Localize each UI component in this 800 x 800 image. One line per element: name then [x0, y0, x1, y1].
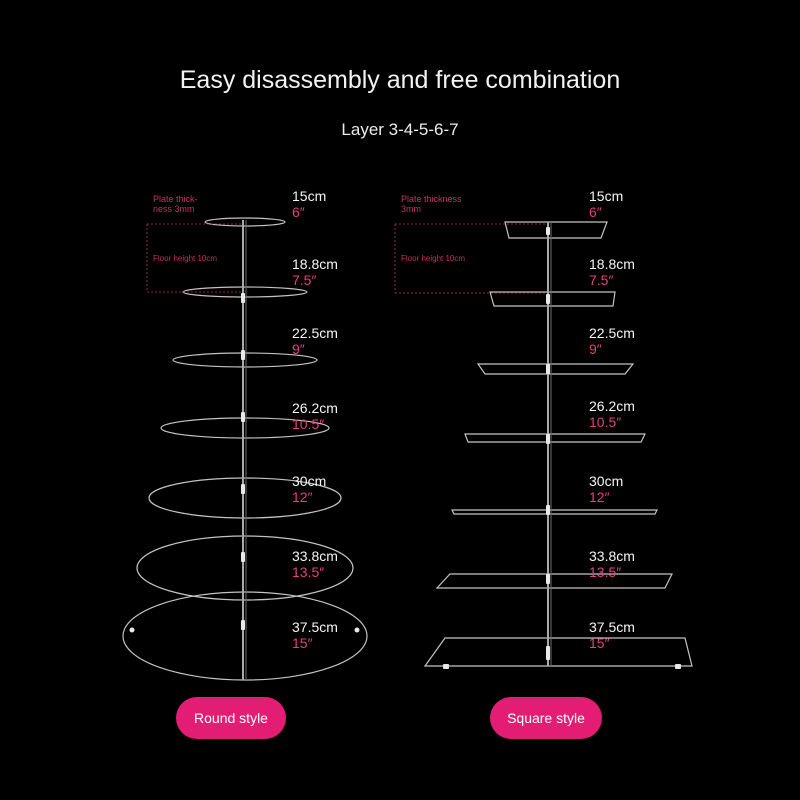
round-size-7: 37.5cm 15″ — [292, 619, 338, 651]
square-plate-5 — [452, 510, 657, 514]
round-size-3: 22.5cm 9″ — [292, 325, 338, 357]
round-style-button[interactable]: Round style — [176, 697, 286, 739]
square-stand-panel — [395, 180, 705, 700]
square-size-4: 26.2cm 10.5″ — [589, 398, 635, 430]
square-size-7: 37.5cm 15″ — [589, 619, 635, 651]
round-size-1: 15cm 6″ — [292, 188, 327, 220]
round-plate-1 — [205, 218, 285, 226]
square-plate-7 — [425, 638, 692, 666]
round-plate-thickness-note: Plate thick- ness 3mm — [153, 194, 198, 214]
square-plate-2 — [490, 292, 615, 306]
square-plate-6 — [437, 574, 672, 588]
round-size-4: 26.2cm 10.5″ — [292, 400, 338, 432]
square-style-button[interactable]: Square style — [490, 697, 602, 739]
round-size-5: 30cm 12″ — [292, 473, 327, 505]
square-plate-3 — [478, 364, 633, 374]
round-stand-panel — [115, 180, 385, 700]
square-floor-height-note: Floor height 10cm — [401, 254, 466, 263]
round-floor-height-note: Floor height 10cm — [153, 254, 218, 263]
square-size-6: 33.8cm 13.5″ — [589, 548, 635, 580]
page-subtitle: Layer 3-4-5-6-7 — [341, 120, 459, 139]
square-size-5: 30cm 12″ — [589, 473, 624, 505]
square-plate-thickness-note: Plate thickness 3mm — [401, 194, 462, 214]
square-size-3: 22.5cm 9″ — [589, 325, 635, 357]
square-size-2: 18.8cm 7.5″ — [589, 256, 635, 288]
round-size-2: 18.8cm 7.5″ — [292, 256, 338, 288]
square-plate-4 — [465, 434, 645, 442]
page-title: Easy disassembly and free combination — [179, 66, 621, 94]
square-size-1: 15cm 6″ — [589, 188, 624, 220]
round-size-6: 33.8cm 13.5″ — [292, 548, 338, 580]
